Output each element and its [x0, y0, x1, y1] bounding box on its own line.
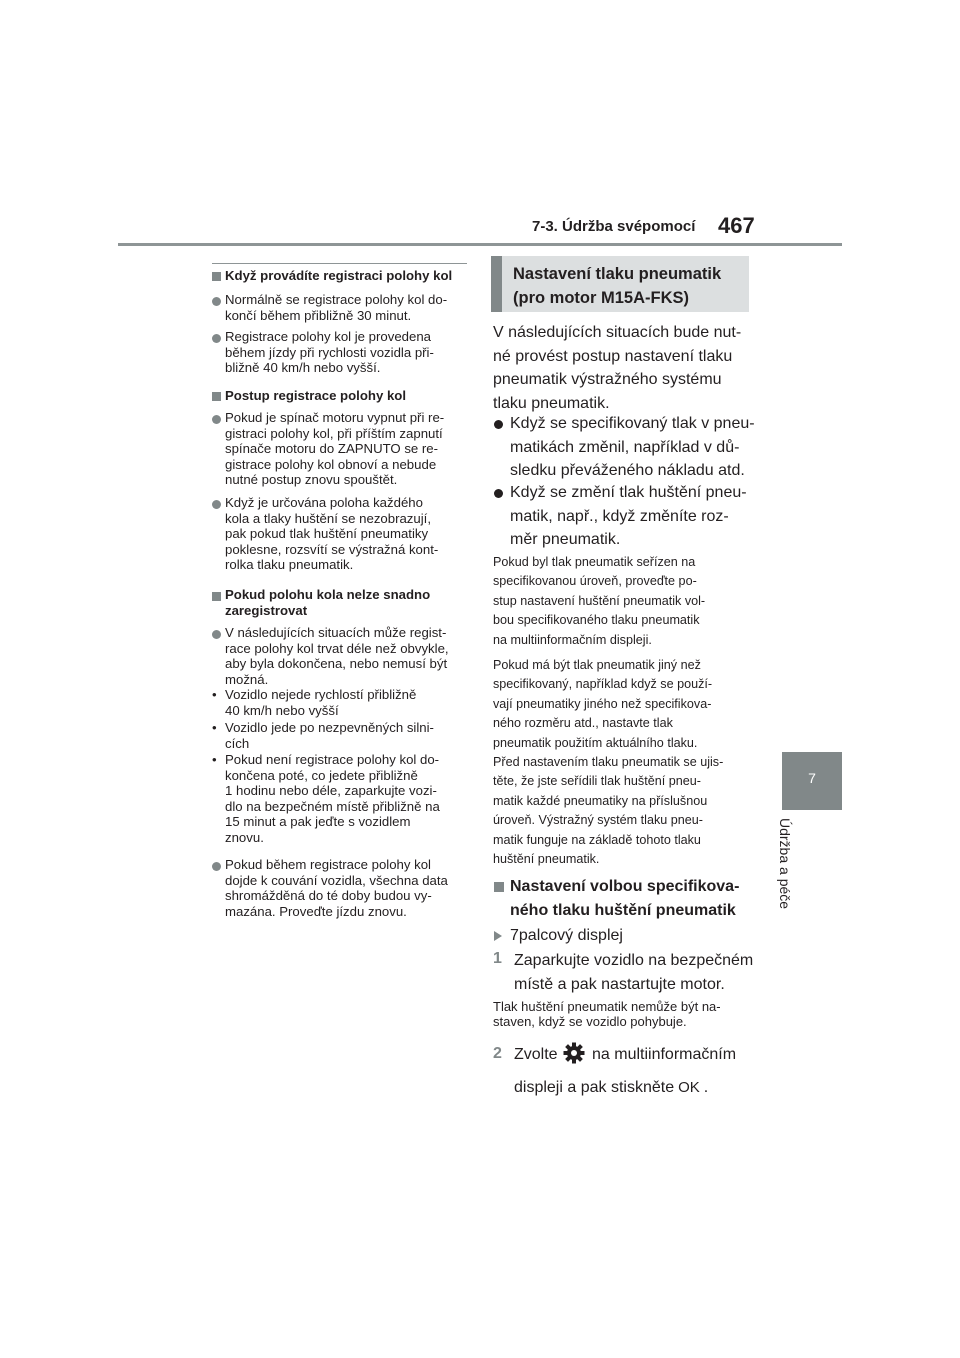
bullet-reversing: Pokud během registrace polohy kol dojde k couvání vozidla, všechna data shromážděná do té doby budou vy- mazána. Proveďte jízdu znovu. — [225, 857, 448, 919]
step-number-1: 1 — [493, 950, 502, 967]
bullet-registration-speed: Registrace polohy kol je provedena během jízdy při rychlosti vozidla při- bližně 40 km/h nebo vyšší. — [225, 329, 434, 376]
chapter-tab — [782, 752, 842, 810]
step-2-line-1-end: na multiinformačním — [592, 1046, 737, 1063]
round-bullet-icon — [212, 415, 221, 424]
section-title-text: Nastavení tlaku pneumatik (pro motor M15A-FKS) — [513, 265, 722, 307]
case-tire-size-changed: Když se změní tlak huštění pneu- matik, např., když změníte roz- měr pneumatik. — [510, 484, 747, 548]
heading-cannot-register: Pokud polohu kola nelze snadno zaregistrovat — [225, 587, 431, 618]
bullet-engine-off: Pokud je spínač motoru vypnut při re- gistraci polohy kol, při příštím zapnutí spínače motoru do ZAPNUTO se re- gistrace polohy kol obnoví a nebude nutné postup znovu spouštět. — [225, 410, 445, 488]
step-2-line-2: displeji a pak stiskněte OK . — [514, 1076, 708, 1100]
square-bullet-icon — [212, 272, 221, 281]
section-title-box — [491, 256, 749, 312]
section-title: 7-3. Údržba svépomocí — [532, 218, 696, 235]
round-bullet-icon — [212, 862, 221, 871]
heading-registration: Když provádíte registraci polohy kol — [225, 268, 453, 283]
ok-button-icon: OK — [678, 1079, 700, 1096]
sub-bullet-unpaved: Vozidlo jede po nezpevněných silni- cích — [225, 720, 434, 751]
heading-set-specified-pressure: Nastavení volbou specifikova- ného tlaku huštění pneumatik — [510, 878, 740, 919]
display-type-label: 7palcový displej — [510, 927, 623, 944]
note-other-pressure: Pokud má být tlak pneumatik jiný než specifikovaný, například když se použí- vají pneumatiky jiného než specifikova- ného rozměru atd., nastavte tlak pneumatik použitím aktuálního tlaku. Před nastavením tlaku pneumatik se ujis- těte, že jste seřídili tlak huštění pneu- matik každé pneumatiky na příslušnou úroveň. Výstražný systém tlaku pneu- matik funguje na základě tohoto tlaku huštění pneumatik. — [493, 658, 724, 867]
bullet-situations: V následujících situacích může regist- race polohy kol trvat déle než obvykle, aby byla dokončena, nebo nemusí být možná. — [225, 625, 449, 687]
triangle-marker-icon — [494, 931, 502, 941]
step-1-text: Zaparkujte vozidlo na bezpečném místě a pak nastartujte motor. — [514, 952, 754, 993]
page-number: 467 — [718, 213, 755, 238]
header-rule — [118, 243, 842, 246]
round-bullet-icon — [212, 334, 221, 343]
square-bullet-icon — [212, 592, 221, 601]
bullet-normal-duration: Normálně se registrace polohy kol do- končí během přibližně 30 minut. — [225, 292, 448, 323]
case-load-changed: Když se specifikovaný tlak v pneu- matikách změnil, například v dů- sledku převáženého nákladu atd. — [510, 415, 755, 479]
note-moving-vehicle: Tlak huštění pneumatik nemůže být na- staven, když se vozidlo pohybuje. — [493, 999, 721, 1029]
square-bullet-icon — [494, 882, 504, 892]
sub-bullet-marker: • — [212, 720, 217, 735]
round-bullet-icon — [494, 489, 503, 498]
bullet-warning-light: Když je určována poloha každého kola a tlaky huštění se nezobrazují, pak pokud tlak huštění pneumatiky poklesne, rozsvítí se výstražná kont- rolka tlaku pneumatik. — [225, 495, 439, 573]
sub-bullet-marker: • — [212, 752, 217, 767]
step-2-line-1: Zvolte — [514, 1046, 558, 1063]
step-number-2: 2 — [493, 1045, 502, 1062]
chapter-label — [777, 818, 807, 938]
round-bullet-icon — [212, 500, 221, 509]
round-bullet-icon — [212, 297, 221, 306]
left-column-rule — [212, 263, 467, 264]
sub-bullet-marker: • — [212, 687, 217, 702]
intro-paragraph: V následujících situacích bude nut- né provést postup nastavení tlaku pneumatik výstražného systému tlaku pneumatik. — [493, 324, 742, 412]
square-bullet-icon — [212, 392, 221, 401]
round-bullet-icon — [494, 420, 503, 429]
sub-bullet-not-finished: Pokud není registrace polohy kol do- končena poté, co jedete přibližně 1 hodinu nebo déle, zaparkujte vozi- dlo na bezpečném místě přibližně na 15 minut a pak jeďte s vozidlem znovu. — [225, 752, 440, 845]
chapter-number: 7 — [808, 770, 816, 786]
round-bullet-icon — [212, 630, 221, 639]
gear-icon — [563, 1042, 585, 1064]
note-specified-pressure: Pokud byl tlak pneumatik seřízen na specifikovanou úroveň, proveďte po- stup nastavení huštění pneumatik vol- bou specifikovaného tlaku pneumatik na multiinformačním displeji. — [493, 555, 706, 647]
sub-bullet-speed: Vozidlo nejede rychlostí přibližně 40 km/h nebo vyšší — [225, 687, 417, 718]
heading-procedure: Postup registrace polohy kol — [225, 388, 406, 403]
chapter-label-text: Údržba a péče — [777, 818, 793, 910]
